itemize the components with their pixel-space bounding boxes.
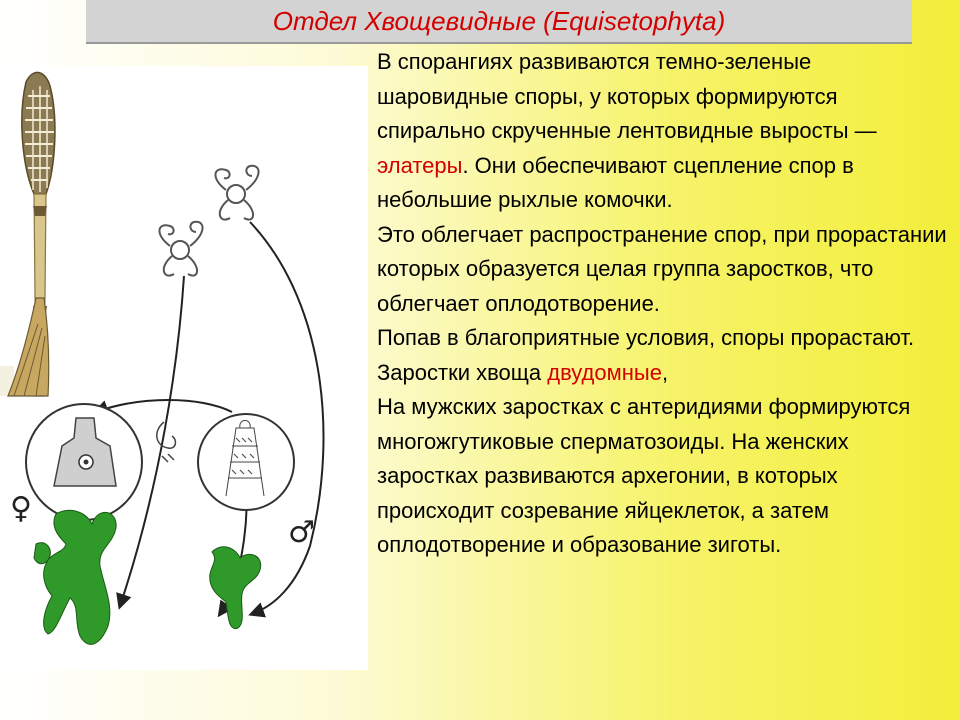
female-symbol: ♀ xyxy=(10,491,32,526)
paragraph-text: . Они обеспечивают сцепление спор в небольшие рыхлые комочки. xyxy=(377,152,854,212)
archegonium-magnified-icon xyxy=(26,404,142,520)
paragraph-text: Попав в благоприятные условия, споры прорастают. Заростки хвоща xyxy=(377,325,915,385)
title-bar xyxy=(86,0,912,44)
paragraph-reproduction: На мужских заростках с антеридиями формируются многожгутиковые сперматозоиды. На женских заростках развиваются архегонии, в которых происходит созревание яйцеклеток, а затем оплодотворение и образование зиготы. xyxy=(377,394,911,557)
spore-with-elaters-icon xyxy=(215,166,258,220)
paragraph-spread: Это облегчает распространение спор, при прорастании которых образуется целая группа заростков, что облегчает оплодотворение. xyxy=(377,221,947,316)
term-dioecious: двудомные xyxy=(547,359,662,385)
male-symbol: ♂ xyxy=(288,515,315,550)
life-cycle-figure xyxy=(0,66,368,670)
horsetail-strobilus-icon xyxy=(0,72,55,396)
paragraph-germination xyxy=(377,321,947,390)
life-cycle-arrows xyxy=(96,222,324,614)
term-elaters: элатеры xyxy=(377,152,463,178)
spore-with-elaters-icon xyxy=(159,222,202,276)
slide-title: Отдел Хвощевидные (Equisetophyta) xyxy=(272,5,726,36)
description-text xyxy=(377,45,947,563)
female-prothallus-icon xyxy=(34,510,116,644)
antheridium-magnified-icon xyxy=(198,414,294,510)
paragraph-spores xyxy=(377,45,947,218)
paragraph-text: , xyxy=(661,359,669,385)
male-prothallus-icon xyxy=(210,547,261,629)
paragraph-text: В спорангиях развиваются темно-зеленые шаровидные споры, у которых формируются спирально скрученные лентовидные выросты — xyxy=(377,49,877,143)
